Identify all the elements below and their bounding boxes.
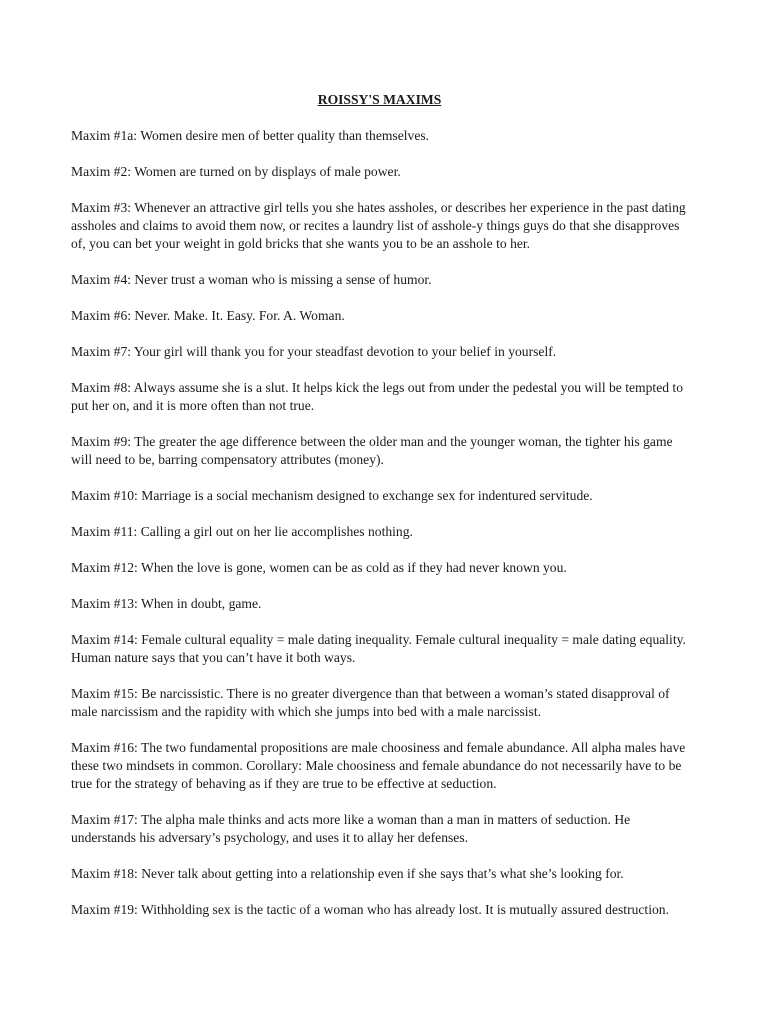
maxim-2: Maxim #2: Women are turned on by displays of male power.	[71, 164, 401, 179]
maxim-19: Maxim #19: Withholding sex is the tactic of a woman who has already lost. It is mutually assured destruction.	[71, 902, 669, 917]
maxim-9: Maxim #9: The greater the age difference between the older man and the younger woman, the tighter his game will need to be, barring compensatory attributes (money).	[71, 434, 673, 467]
maxim-1a: Maxim #1a: Women desire men of better quality than themselves.	[71, 128, 430, 143]
maxim-3: Maxim #3: Whenever an attractive girl tells you she hates assholes, or describes her experience in the past dating assholes and claims to avoid them now, or recites a laundry list of asshole-y things guys do that she disapproves of, you can bet your weight in gold bricks that she wants you to be an asshole to her.	[71, 200, 686, 251]
maxim-15: Maxim #15: Be narcissistic. There is no greater divergence than that between a woman’s stated disapproval of male narcissism and the rapidity with which she jumps into bed with a male narcissist.	[71, 686, 670, 719]
maxim-12: Maxim #12: When the love is gone, women can be as cold as if they had never known you.	[71, 560, 567, 575]
maxim-17: Maxim #17: The alpha male thinks and acts more like a woman than a man in matters of seduction. He understands his adversary’s psychology, and uses it to allay her defenses.	[71, 812, 631, 845]
maxim-6: Maxim #6: Never. Make. It. Easy. For. A. Woman.	[71, 308, 345, 323]
maxim-18: Maxim #18: Never talk about getting into a relationship even if she says that’s what she’s looking for.	[71, 866, 624, 881]
maxim-7: Maxim #7: Your girl will thank you for your steadfast devotion to your belief in yourself.	[71, 344, 557, 359]
maxim-13: Maxim #13: When in doubt, game.	[71, 596, 262, 611]
maxim-11: Maxim #11: Calling a girl out on her lie accomplishes nothing.	[71, 524, 413, 539]
maxim-4: Maxim #4: Never trust a woman who is missing a sense of humor.	[71, 272, 432, 287]
document-title: ROISSY'S MAXIMS	[317, 92, 442, 107]
maxim-10: Maxim #10: Marriage is a social mechanism designed to exchange sex for indentured servitude.	[71, 488, 593, 503]
maxim-16: Maxim #16: The two fundamental propositions are male choosiness and female abundance. All alpha males have these two mindsets in common. Corollary: Male choosiness and female abundance do not necessarily have to be true for the strategy of behaving as if they are true to be effective at seduction.	[71, 740, 686, 791]
maxim-8: Maxim #8: Always assume she is a slut. It helps kick the legs out from under the pedestal you will be tempted to put her on, and it is more often than not true.	[71, 380, 683, 413]
maxim-14: Maxim #14: Female cultural equality = male dating inequality. Female cultural inequality = male dating equality. Human nature says that you can’t have it both ways.	[71, 632, 686, 665]
